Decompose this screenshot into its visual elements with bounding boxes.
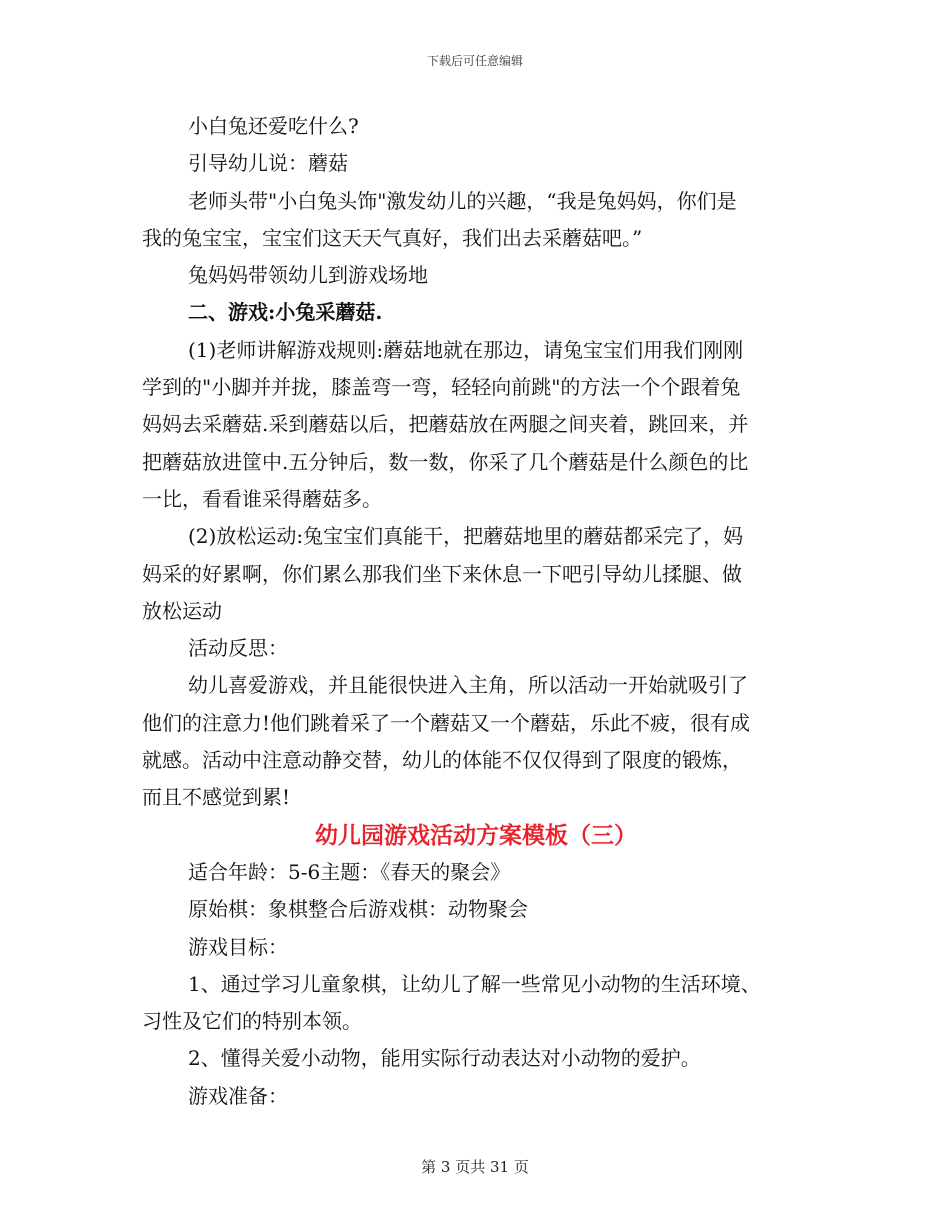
paragraph-line: 游戏准备：	[188, 1083, 288, 1108]
paragraph-line: 老师头带"小白兔头饰"激发幼儿的兴趣，“我是兔妈妈，你们是	[188, 188, 737, 213]
page-footer: 第 3 页共 31 页	[421, 1158, 529, 1176]
paragraph-line: 而且不感觉到累!	[142, 785, 291, 810]
paragraph-line: 引导幼儿说：蘑菇	[188, 151, 348, 176]
paragraph-line: 妈妈去采蘑菇.采到蘑菇以后，把蘑菇放在两腿之间夹着，跳回来，并	[142, 412, 749, 437]
paragraph-line: 习性及它们的特别本领。	[142, 1009, 362, 1034]
document-body	[142, 108, 810, 1115]
paragraph-line: 1、通过学习儿童象棋，让幼儿了解一些常见小动物的生活环境、	[188, 971, 761, 996]
paragraph-line: 妈采的好累啊，你们累么那我们坐下来休息一下吧引导幼儿揉腿、做	[142, 561, 742, 586]
paragraph-line: 游戏目标：	[188, 934, 288, 959]
section-heading: 二、游戏:小兔采蘑菇.	[188, 300, 383, 325]
paragraph-line: (1)老师讲解游戏规则:蘑菇地就在那边，请兔宝宝们用我们刚刚	[188, 337, 744, 362]
paragraph-line: 一比，看看谁采得蘑菇多。	[142, 486, 382, 511]
paragraph-line: 把蘑菇放进筐中.五分钟后，数一数，你采了几个蘑菇是什么颜色的比	[142, 449, 749, 474]
paragraph-line: 他们的注意力!他们跳着采了一个蘑菇又一个蘑菇，乐此不疲，很有成	[142, 710, 751, 735]
section-title: 幼儿园游戏活动方案模板（三）	[315, 821, 637, 849]
paragraph-line: 2、懂得关爱小动物，能用实际行动表达对小动物的爱护。	[188, 1046, 701, 1071]
paragraph-line: 兔妈妈带领幼儿到游戏场地	[188, 263, 428, 288]
paragraph-line: 放松运动	[142, 598, 222, 623]
paragraph-line: (2)放松运动:兔宝宝们真能干，把蘑菇地里的蘑菇都采完了，妈	[188, 524, 744, 549]
paragraph-line: 我的兔宝宝，宝宝们这天天气真好，我们出去采蘑菇吧。”	[142, 225, 643, 250]
page-header: 下载后可任意编辑	[426, 54, 523, 68]
paragraph-line: 小白兔还爱吃什么?	[188, 114, 359, 138]
paragraph-line: 原始棋：象棋整合后游戏棋：动物聚会	[188, 897, 528, 922]
paragraph-line: 适合年龄：5-6主题：《春天的聚会》	[188, 859, 511, 884]
paragraph-line: 幼儿喜爱游戏，并且能很快进入主角，所以活动一开始就吸引了	[188, 673, 748, 698]
paragraph-line: 活动反思：	[188, 636, 288, 661]
paragraph-line: 学到的"小脚并并拢，膝盖弯一弯，轻轻向前跳"的方法一个个跟着兔	[142, 375, 741, 400]
paragraph-line: 就感。活动中注意动静交替，幼儿的体能不仅仅得到了限度的锻炼，	[142, 748, 742, 773]
